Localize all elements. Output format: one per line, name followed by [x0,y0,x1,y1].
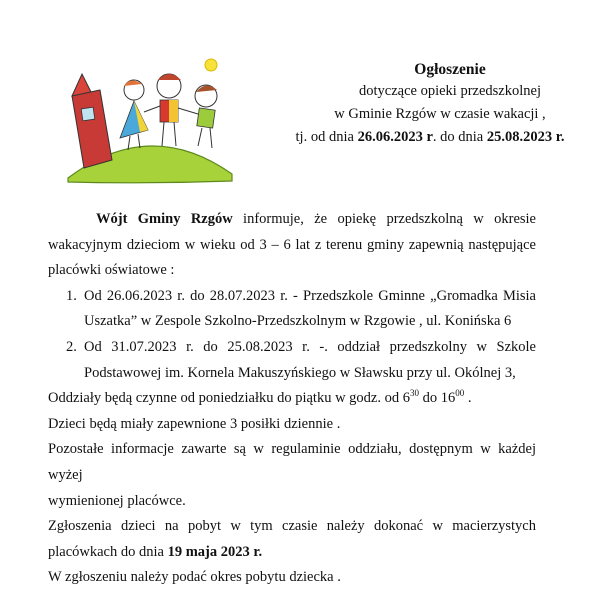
signup-line-1: Zgłoszenia dzieci na pobyt w tym czasie należy dokonać w macierzystych [48,518,536,535]
intro-line-3: placówki oświatowe : [48,262,175,279]
issuer-name: Wójt Gminy Rzgów [96,211,233,227]
intro-line-2: wakacyjnym dzieciom w wieku od 3 – 6 lat z terenu gminy zapewnią następujące [48,236,536,253]
subtitle-line-1: dotyczące opieki przedszkolnej [359,83,541,99]
start-date: 26.06.2023 r [357,129,433,145]
list-item [48,284,536,335]
announcement-header [250,60,590,149]
list-item [48,335,536,386]
house-body [72,90,112,168]
list-item-line-2: Podstawowej im. Kornela Makuszyńskiego w Sławsku przy ul. Okólnej 3, [84,364,516,381]
children-house-illustration [60,56,240,186]
hours-text: Oddziały będą czynne od poniedziałku do piątku w godz. od 6 [48,390,410,407]
intro-text: informuje, że opiekę przedszkolną w okresie [232,211,536,227]
signup-prefix: placówkach do dnia [48,543,168,560]
announcement-body [48,207,536,591]
info-line-1: Pozostałe informacje zawarte są w regulaminie oddziału, dostępnym w każdej wyżej [48,441,536,483]
closing-note: W zgłoszeniu należy podać okres pobytu dziecka . [48,569,341,586]
hours-start-minutes: 30 [410,388,419,399]
opening-hours [48,386,536,412]
announcement-title: Ogłoszenie [414,61,486,78]
subtitle-line-2: w Gminie Rzgów w czasie wakacji , [334,106,546,122]
hours-end-minutes: 00 [455,388,465,399]
meals-info: Dzieci będą miały zapewnione 3 posiłki dziennie . [48,415,341,432]
end-date: 25.08.2023 r. [486,129,565,145]
sun-icon [205,59,217,71]
list-item-line-1: Od 31.07.2023 r. do 25.08.2023 r. -. oddział przedszkolny w Szkole [84,338,536,355]
list-item-line-2: Uszatka” w Zespole Szkolno-Przedszkolnym w Rzgowie , ul. Konińska 6 [84,313,512,330]
girl-dress [120,101,148,138]
date-range-line [270,126,590,149]
info-line-2: wymienionej placówce. [48,492,186,509]
signup-deadline: 19 maja 2023 r. [167,543,263,560]
facilities-list [48,284,536,386]
date-range-prefix: tj. od dnia [295,129,358,145]
list-item-line-1: Od 26.06.2023 r. do 28.07.2023 r. - Przedszkole Gminne „Gromadka Misia [84,287,536,304]
house-window [81,107,95,121]
signup-line-2 [48,540,536,566]
hours-suffix: . [464,390,472,407]
intro-line-1 [48,207,536,233]
list-number: 2. [66,338,77,355]
boy2-shirt [197,108,215,128]
hours-middle: do 16 [419,390,456,407]
date-range-middle: . do dnia [432,129,487,145]
list-number: 1. [66,287,77,304]
